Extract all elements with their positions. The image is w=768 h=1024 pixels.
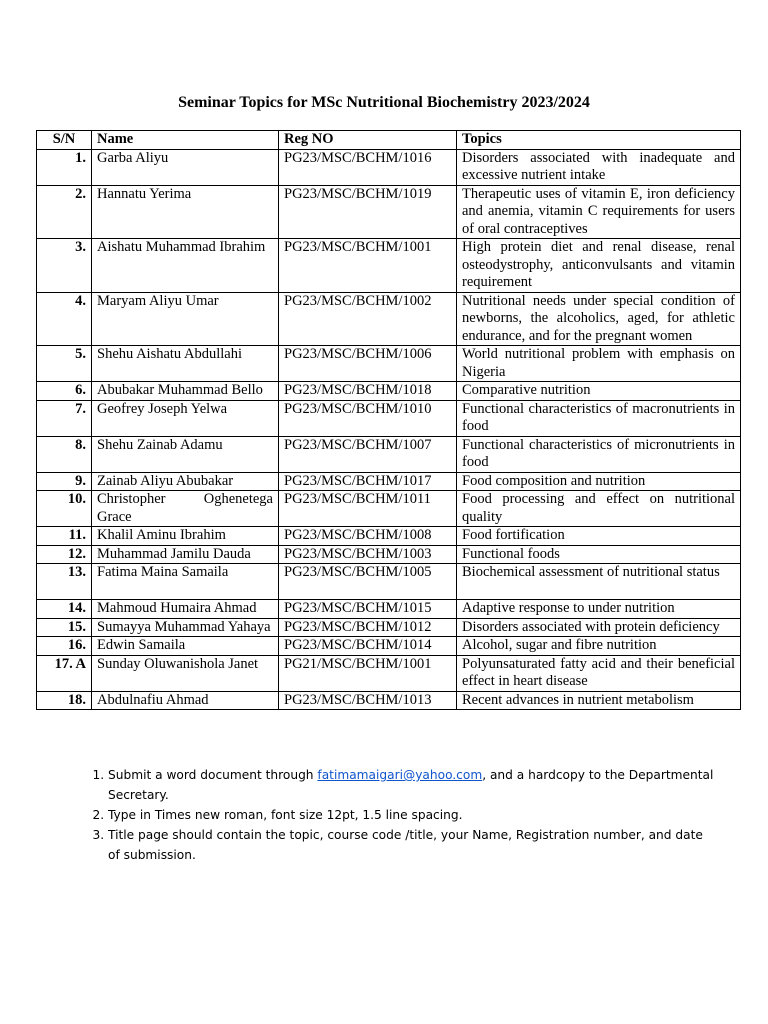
cell-reg-no: PG23/MSC/BCHM/1013 xyxy=(279,691,457,710)
cell-reg-no: PG23/MSC/BCHM/1001 xyxy=(279,239,457,293)
email-link[interactable]: fatimamaigari@yahoo.com xyxy=(317,768,483,782)
cell-sn: 17. A xyxy=(37,655,92,691)
cell-reg-no: PG23/MSC/BCHM/1007 xyxy=(279,436,457,472)
cell-topic: Adaptive response to under nutrition xyxy=(457,600,741,619)
cell-sn: 18. xyxy=(37,691,92,710)
table-row xyxy=(37,545,741,564)
cell-topic: High protein diet and renal disease, renal osteodystrophy, anticonvulsants and vitamin requirement xyxy=(457,239,741,293)
table-header-row xyxy=(37,131,741,150)
cell-topic: Biochemical assessment of nutritional status xyxy=(457,564,741,600)
seminar-topics-table xyxy=(36,130,741,710)
cell-name: Khalil Aminu Ibrahim xyxy=(92,527,279,546)
cell-name: Abdulnafiu Ahmad xyxy=(92,691,279,710)
header-name: Name xyxy=(92,131,279,150)
cell-topic: Disorders associated with protein deficiency xyxy=(457,618,741,637)
table-row xyxy=(37,149,741,185)
cell-reg-no: PG23/MSC/BCHM/1003 xyxy=(279,545,457,564)
cell-reg-no: PG21/MSC/BCHM/1001 xyxy=(279,655,457,691)
cell-name: Geofrey Joseph Yelwa xyxy=(92,400,279,436)
cell-sn: 2. xyxy=(37,185,92,239)
cell-topic: Functional foods xyxy=(457,545,741,564)
table-row xyxy=(37,527,741,546)
cell-topic: Comparative nutrition xyxy=(457,382,741,401)
cell-topic: Functional characteristics of macronutrients in food xyxy=(457,400,741,436)
header-sn: S/N xyxy=(37,131,92,150)
cell-reg-no: PG23/MSC/BCHM/1011 xyxy=(279,491,457,527)
table-row xyxy=(37,472,741,491)
cell-sn: 14. xyxy=(37,600,92,619)
cell-name: Muhammad Jamilu Dauda xyxy=(92,545,279,564)
table-row xyxy=(37,185,741,239)
cell-name: Garba Aliyu xyxy=(92,149,279,185)
cell-sn: 6. xyxy=(37,382,92,401)
cell-reg-no: PG23/MSC/BCHM/1018 xyxy=(279,382,457,401)
cell-sn: 8. xyxy=(37,436,92,472)
instruction-text: Submit a word document through xyxy=(108,768,318,782)
cell-topic: Recent advances in nutrient metabolism xyxy=(457,691,741,710)
page-title: Seminar Topics for MSc Nutritional Biochemistry 2023/2024 xyxy=(178,94,590,111)
cell-topic: Nutritional needs under special condition of newborns, the alcoholics, aged, for athletic endurance, and for the pregnant women xyxy=(457,292,741,346)
cell-name: Fatima Maina Samaila xyxy=(92,564,279,600)
cell-topic: Food composition and nutrition xyxy=(457,472,741,491)
table-row xyxy=(37,637,741,656)
cell-name: Zainab Aliyu Abubakar xyxy=(92,472,279,491)
cell-sn: 3. xyxy=(37,239,92,293)
table-row xyxy=(37,400,741,436)
cell-reg-no: PG23/MSC/BCHM/1019 xyxy=(279,185,457,239)
table-row xyxy=(37,600,741,619)
table-row xyxy=(37,655,741,691)
cell-sn: 1. xyxy=(37,149,92,185)
table-row xyxy=(37,382,741,401)
cell-topic: Therapeutic uses of vitamin E, iron deficiency and anemia, vitamin C requirements for users of oral contraceptives xyxy=(457,185,741,239)
cell-reg-no: PG23/MSC/BCHM/1005 xyxy=(279,564,457,600)
cell-reg-no: PG23/MSC/BCHM/1008 xyxy=(279,527,457,546)
cell-reg-no: PG23/MSC/BCHM/1014 xyxy=(279,637,457,656)
cell-reg-no: PG23/MSC/BCHM/1012 xyxy=(279,618,457,637)
cell-name: Shehu Zainab Adamu xyxy=(92,436,279,472)
table-row xyxy=(37,491,741,527)
instruction-text: , and a hardcopy to the Departmental Secretary. xyxy=(108,768,714,802)
cell-sn: 4. xyxy=(37,292,92,346)
cell-topic: Food processing and effect on nutritional quality xyxy=(457,491,741,527)
cell-topic: Food fortification xyxy=(457,527,741,546)
header-reg-no: Reg NO xyxy=(279,131,457,150)
list-item: 2. Type in Times new roman, font size 12pt, 1.5 line spacing. xyxy=(108,805,718,825)
cell-sn: 12. xyxy=(37,545,92,564)
table-row xyxy=(37,346,741,382)
cell-name: Sumayya Muhammad Yahaya xyxy=(92,618,279,637)
cell-topic: Disorders associated with inadequate and excessive nutrient intake xyxy=(457,149,741,185)
cell-name: Edwin Samaila xyxy=(92,637,279,656)
cell-name: Hannatu Yerima xyxy=(92,185,279,239)
cell-sn: 10. xyxy=(37,491,92,527)
cell-name: Mahmoud Humaira Ahmad xyxy=(92,600,279,619)
cell-sn: 11. xyxy=(37,527,92,546)
cell-topic: Alcohol, sugar and fibre nutrition xyxy=(457,637,741,656)
header-topics: Topics xyxy=(457,131,741,150)
table-row xyxy=(37,691,741,710)
cell-reg-no: PG23/MSC/BCHM/1002 xyxy=(279,292,457,346)
cell-sn: 15. xyxy=(37,618,92,637)
list-item xyxy=(108,765,718,805)
table-row xyxy=(37,564,741,600)
cell-reg-no: PG23/MSC/BCHM/1006 xyxy=(279,346,457,382)
list-item: 3. Title page should contain the topic, course code /title, your Name, Registration number, and date of submission. xyxy=(108,825,718,865)
cell-topic: World nutritional problem with emphasis on Nigeria xyxy=(457,346,741,382)
cell-reg-no: PG23/MSC/BCHM/1016 xyxy=(279,149,457,185)
cell-name: Shehu Aishatu Abdullahi xyxy=(92,346,279,382)
cell-sn: 7. xyxy=(37,400,92,436)
cell-name: Aishatu Muhammad Ibrahim xyxy=(92,239,279,293)
cell-reg-no: PG23/MSC/BCHM/1015 xyxy=(279,600,457,619)
table-row xyxy=(37,436,741,472)
cell-name: Abubakar Muhammad Bello xyxy=(92,382,279,401)
cell-reg-no: PG23/MSC/BCHM/1017 xyxy=(279,472,457,491)
table-row xyxy=(37,239,741,293)
cell-sn: 13. xyxy=(37,564,92,600)
cell-topic: Polyunsaturated fatty acid and their beneficial effect in heart disease xyxy=(457,655,741,691)
cell-name: Christopher Oghenetega Grace xyxy=(92,491,279,527)
cell-sn: 9. xyxy=(37,472,92,491)
cell-sn: 5. xyxy=(37,346,92,382)
cell-name: Sunday Oluwanishola Janet xyxy=(92,655,279,691)
submission-instructions xyxy=(72,765,718,865)
cell-name: Maryam Aliyu Umar xyxy=(92,292,279,346)
cell-reg-no: PG23/MSC/BCHM/1010 xyxy=(279,400,457,436)
cell-topic: Functional characteristics of micronutrients in food xyxy=(457,436,741,472)
table-row xyxy=(37,618,741,637)
table-row xyxy=(37,292,741,346)
cell-sn: 16. xyxy=(37,637,92,656)
